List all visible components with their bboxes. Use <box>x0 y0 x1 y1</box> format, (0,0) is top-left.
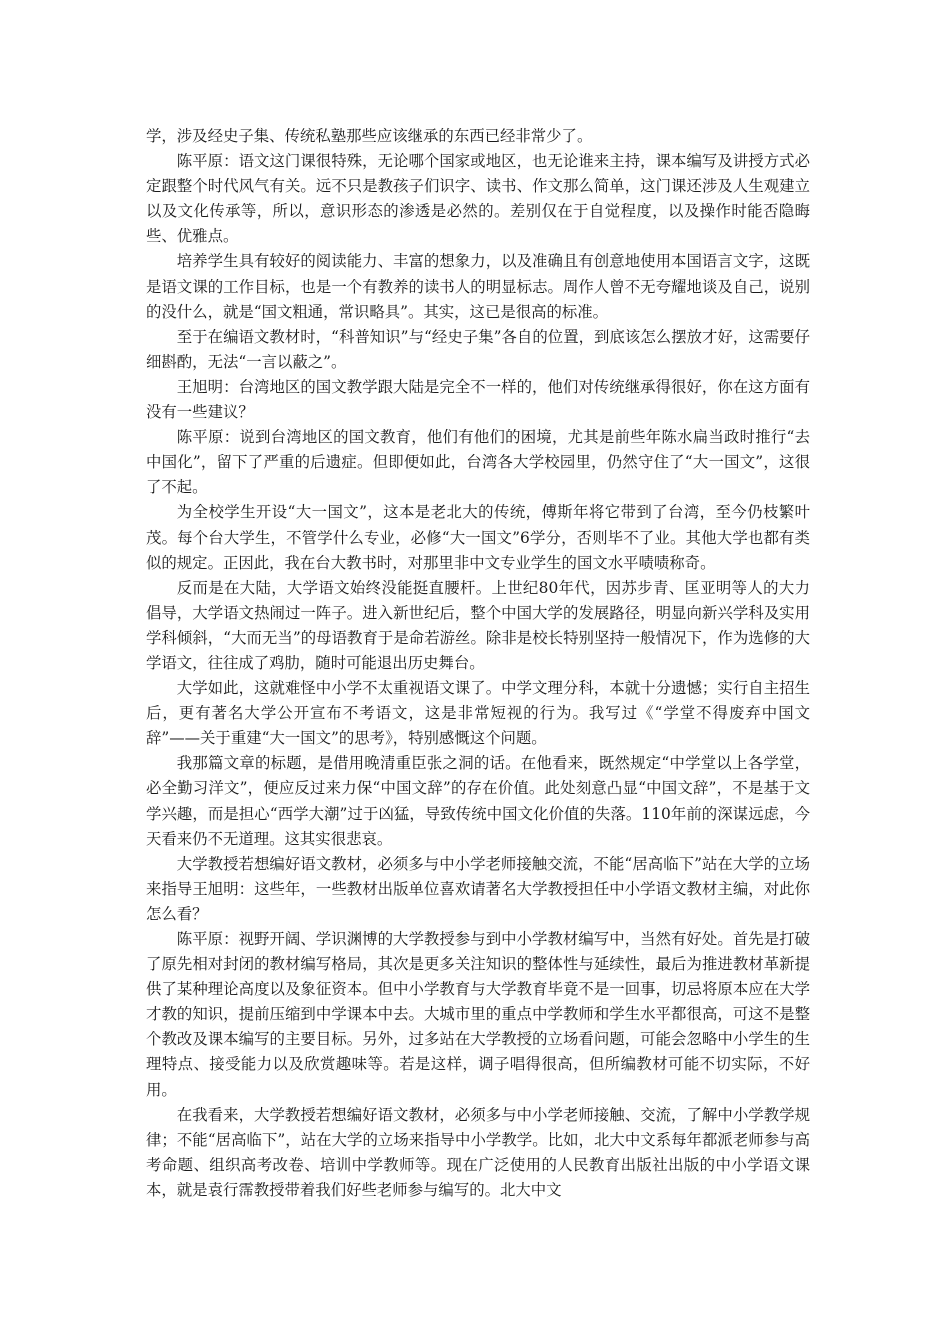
document-body <box>146 124 810 1203</box>
paragraph-8: 反而是在大陆，大学语文始终没能挺直腰杆。上世纪80年代，因苏步青、匡亚明等人的大力倡导，大学语文热闹过一阵子。进入新世纪后，整个中国大学的发展路径，明显向新兴学科及实用学科倾斜，“大而无当”的母语教育于是命若游丝。除非是校长特别坚持一般情况下，作为选修的大学语文，往往成了鸡肋，随时可能退出历史舞台。 <box>146 578 810 672</box>
paragraph-6: 陈平原：说到台湾地区的国文教育，他们有他们的困境，尤其是前些年陈水扁当政时推行“去中国化”，留下了严重的后遗症。但即便如此，台湾各大学校园里，仍然守住了“大一国文”，这很了不起。 <box>146 428 810 497</box>
paragraph-13: 在我看来，大学教授若想编好语文教材，必须多与中小学老师接触、交流，了解中小学教学规律；不能“居高临下”，站在大学的立场来指导中小学教学。比如，北大中文系每年都派老师参与高考命题、组织高考改卷、培训中学教师等。现在广泛使用的人民教育出版社出版的中小学语文课本，就是袁行霈教授带着我们好些老师参与编写的。北大中文 <box>146 1105 810 1199</box>
paragraph-7: 为全校学生开设“大一国文”，这本是老北大的传统，傅斯年将它带到了台湾，至今仍枝繁叶茂。每个台大学生，不管学什么专业，必修“大一国文”6学分，否则毕不了业。其他大学也都有类似的规定。正因此，我在台大教书时，对那里非中文专业学生的国文水平啧啧称奇。 <box>146 503 810 572</box>
paragraph-4: 至于在编语文教材时，“科普知识”与“经史子集”各自的位置，到底该怎么摆放才好，这需要仔细斟酌，无法“一言以蔽之”。 <box>146 327 810 371</box>
paragraph-5: 王旭明：台湾地区的国文教学跟大陆是完全不一样的，他们对传统继承得很好，你在这方面有没有一些建议？ <box>146 377 810 422</box>
paragraph-1: 学，涉及经史子集、传统私塾那些应该继承的东西已经非常少了。 <box>146 127 593 145</box>
paragraph-2: 陈平原：语文这门课很特殊，无论哪个国家或地区，也无论谁来主持，课本编写及讲授方式必定跟整个时代风气有关。远不只是教孩子们识字、读书、作文那么简单，这门课还涉及人生观建立以及文化传承等，所以，意识形态的渗透是必然的。差别仅在于自觉程度，以及操作时能否隐晦些、优雅点。 <box>146 152 810 246</box>
paragraph-3: 培养学生具有较好的阅读能力、丰富的想象力，以及准确且有创意地使用本国语言文字，这既是语文课的工作目标，也是一个有教养的读书人的明显标志。周作人曾不无夸耀地谈及自己，说别的没什么，就是“国文粗通，常识略具”。其实，这已是很高的标准。 <box>146 252 810 321</box>
paragraph-10: 我那篇文章的标题，是借用晚清重臣张之洞的话。在他看来，既然规定“中学堂以上各学堂，必全勤习洋文”，便应反过来力保“中国文辞”的存在价值。此处刻意凸显“中国文辞”，不是基于文学兴趣，而是担心“西学大潮”过于凶猛，导致传统中国文化价值的失落。110年前的深谋远虑，今天看来仍不无道理。这其实很悲哀。 <box>146 754 810 848</box>
paragraph-9: 大学如此，这就难怪中小学不太重视语文课了。中学文理分科，本就十分遗憾；实行自主招生后，更有著名大学公开宣布不考语文，这是非常短视的行为。我写过《“学堂不得废弃中国文辞”——关于重建“大一国文”的思考》，特别感慨这个问题。 <box>146 679 810 748</box>
paragraph-11: 大学教授若想编好语文教材，必须多与中小学老师接触交流，不能“居高临下”站在大学的立场来指导王旭明：这些年，一些教材出版单位喜欢请著名大学教授担任中小学语文教材主编，对此你怎么看？ <box>146 854 810 923</box>
paragraph-12: 陈平原：视野开阔、学识渊博的大学教授参与到中小学教材编写中，当然有好处。首先是打破了原先相对封闭的教材编写格局，其次是更多关注知识的整体性与延续性，最后为推进教材革新提供了某种理论高度以及象征资本。但中小学教育与大学教育毕竟不是一回事，切忌将原本应在大学才教的知识，提前压缩到中学课本中去。大城市里的重点中学教师和学生水平都很高，可这不是整个教改及课本编写的主要目标。另外，过多站在大学教授的立场看问题，可能会忽略中小学生的生理特点、接受能力以及欣赏趣味等。若是这样，调子唱得很高，但所编教材可能不切实际，不好用。 <box>146 930 810 1099</box>
